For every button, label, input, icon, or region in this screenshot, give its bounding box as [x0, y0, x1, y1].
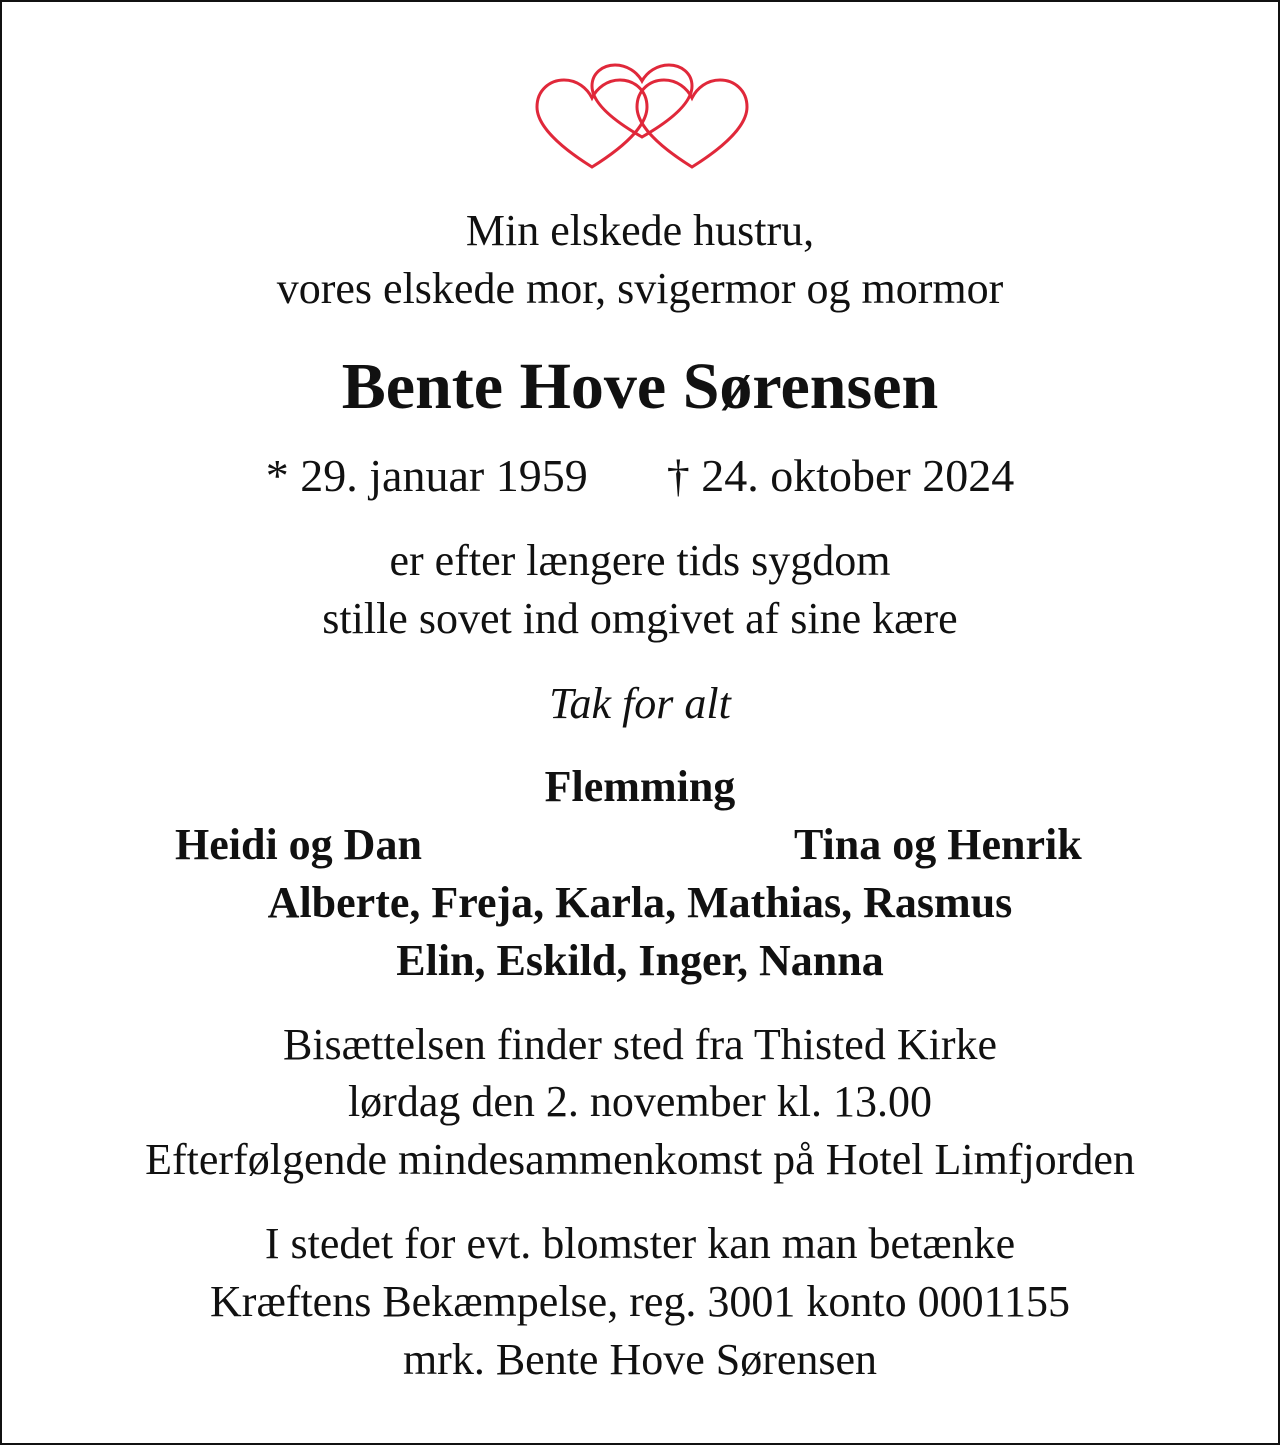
donation-line-1: I stedet for evt. blomster kan man betænke	[264, 1219, 1016, 1268]
donation-line-3: mrk. Bente Hove Sørensen	[402, 1335, 878, 1384]
donation-line-2: Kræftens Bekæmpelse, reg. 3001 konto 0001155	[210, 1277, 1070, 1326]
passing-line-2: stille sovet ind omgivet af sine kære	[322, 594, 958, 643]
birth-date: 29. januar 1959	[300, 450, 588, 501]
farewell-text: Tak for alt	[549, 679, 731, 728]
birth-symbol: *	[265, 450, 289, 501]
spouse-name: Flemming	[544, 762, 736, 811]
funeral-line-3: Efterfølgende mindesammenkomst på Hotel Limfjorden	[145, 1135, 1135, 1184]
children-left: Heidi og Dan	[175, 820, 422, 869]
hearts-icon	[532, 62, 752, 172]
death-date: 24. oktober 2024	[701, 450, 1015, 501]
grandchildren-line-1: Alberte, Freja, Karla, Mathias, Rasmus	[267, 878, 1013, 927]
funeral-line-1: Bisættelsen finder sted fra Thisted Kirke	[282, 1020, 998, 1069]
funeral-line-2: lørdag den 2. november kl. 13.00	[347, 1077, 933, 1126]
children-right: Tina og Henrik	[794, 820, 1082, 869]
grandchildren-line-2: Elin, Eskild, Inger, Nanna	[396, 936, 884, 985]
intro-line-1: Min elskede hustru,	[465, 206, 815, 255]
intro-line-2: vores elskede mor, svigermor og mormor	[276, 264, 1004, 313]
life-dates	[2, 449, 1278, 502]
middle-heart-icon	[592, 65, 692, 137]
passing-line-1: er efter længere tids sygdom	[389, 536, 891, 585]
death-symbol: †	[666, 450, 690, 501]
deceased-name: Bente Hove Sørensen	[341, 350, 939, 423]
